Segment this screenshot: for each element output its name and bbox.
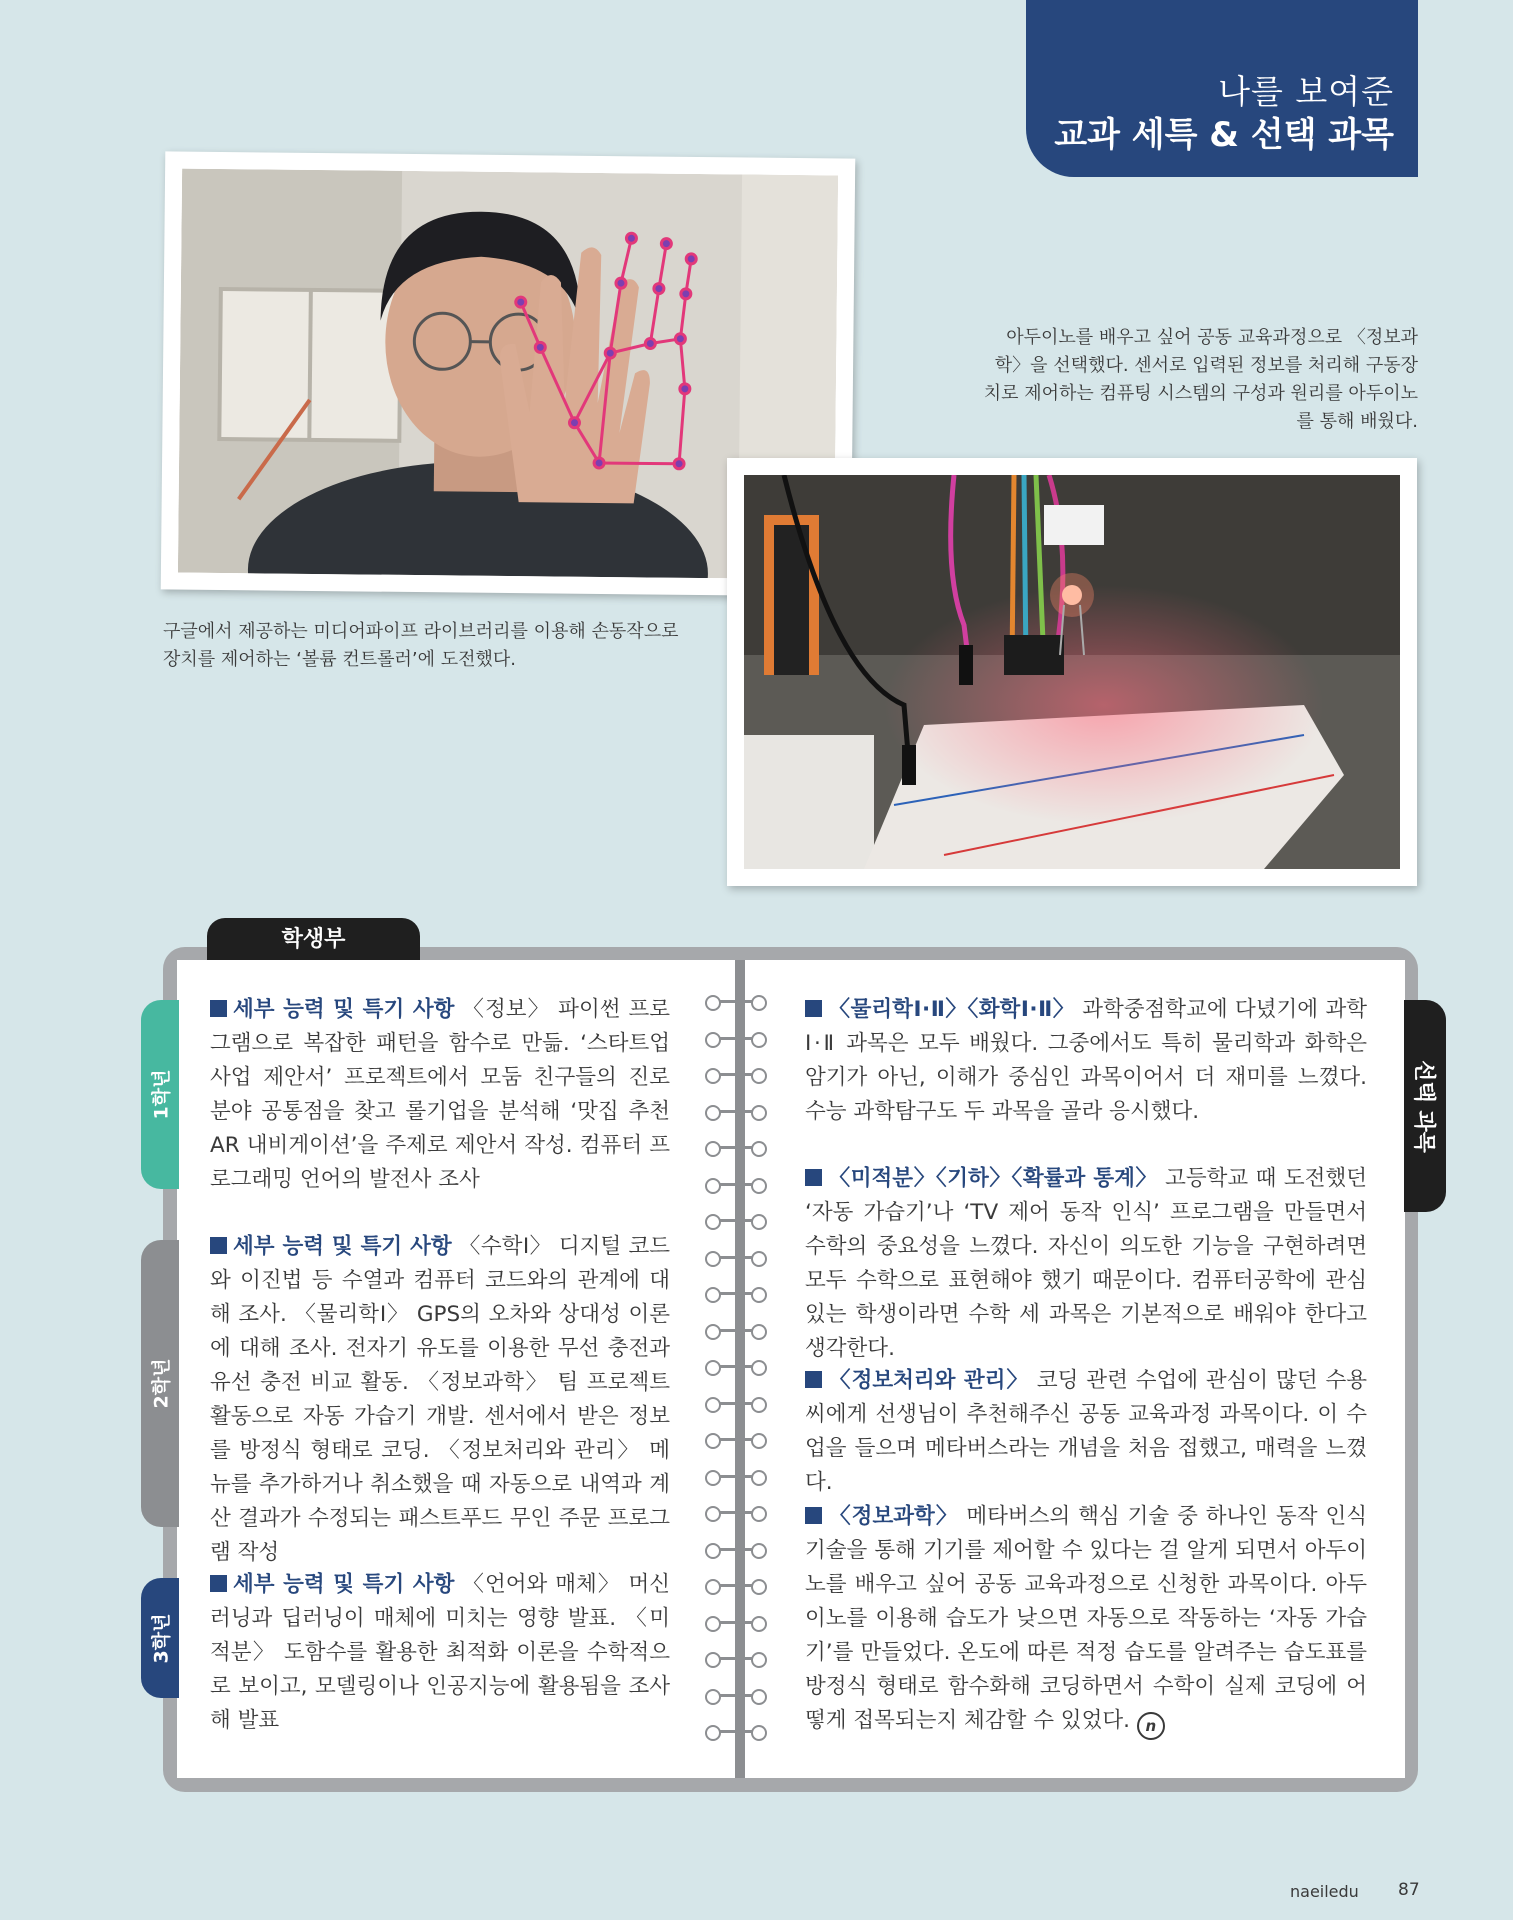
subject-text: 과학중점학교에 다녔기에 과학 Ⅰ·Ⅱ 과목은 모두 배웠다. 그중에서도 특히 물리학과 화학은 암기가 아닌, 이해가 중심인 과목이어서 더 재미를 느꼈다. 수능 과학탐구도 두 과목을 골라 응시했다. bbox=[805, 997, 1367, 1124]
bullet-square-icon bbox=[805, 1371, 822, 1388]
record-heading: 세부 능력 및 특기 사항 bbox=[233, 1234, 452, 1259]
notebook-ring bbox=[705, 1397, 767, 1411]
record-heading: 세부 능력 및 특기 사항 bbox=[233, 997, 455, 1022]
notebook-ring bbox=[705, 1251, 767, 1265]
header-title: 교과 세특 & 선택 과목 bbox=[1054, 115, 1394, 155]
photo2-caption: 아두이노를 배우고 싶어 공동 교육과정으로 〈정보과학〉을 선택했다. 센서로 입력된 정보를 처리해 구동장치로 제어하는 컴퓨팅 시스템의 구성과 원리를 아두이노를 통해 배웠다. bbox=[983, 327, 1418, 432]
notebook-ring bbox=[705, 1506, 767, 1520]
record-grade1-paragraph bbox=[210, 993, 670, 1197]
subject-heading: 〈정보과학〉 bbox=[828, 1504, 959, 1529]
subject-text: 메타버스의 핵심 기술 중 하나인 동작 인식 기술을 통해 기기를 제어할 수 있다는 걸 알게 되면서 아두이노를 배우고 싶어 공동 교육과정으로 신청한 과목이다. 아두이노를 이용해 습도가 낮으면 자동으로 작동하는 ‘자동 가습기’를 만들었다. 온도에 따른 적정 습도를 알려주는 습도표를 방정식 형태로 함수화해 코딩하면서 수학이 실제 코딩에 어떻게 접목되는지 체감할 수 있었다. bbox=[805, 1504, 1368, 1733]
record-text: 〈언어와 매체〉 머신러닝과 딥러닝이 매체에 미치는 영향 발표. 〈미적분〉 도함수를 활용한 최적화 이론을 수학적으로 보이고, 모델링이나 인공지능에 활용됨을 조사해 발표 bbox=[210, 1572, 670, 1733]
bullet-square-icon bbox=[805, 1507, 822, 1524]
subject-text: 코딩 관련 수업에 관심이 많던 수용씨에게 선생님이 추천해주신 공동 교육과정 과목이다. 이 수업을 들으며 메타버스라는 개념을 처음 접했고, 매력을 느꼈다. bbox=[805, 1368, 1367, 1495]
notebook-tab-record: 학생부 bbox=[207, 918, 420, 960]
notebook-ring bbox=[705, 1105, 767, 1119]
bullet-square-icon bbox=[210, 1000, 227, 1017]
notebook-ring bbox=[705, 1032, 767, 1046]
bullet-square-icon bbox=[210, 1575, 227, 1592]
page-number: 87 bbox=[1398, 1880, 1420, 1900]
grade-tab-1 bbox=[141, 1000, 179, 1189]
notebook-ring bbox=[705, 1616, 767, 1630]
notebook-rings bbox=[705, 995, 767, 1755]
section-header-tab bbox=[1026, 0, 1418, 177]
notebook-ring bbox=[705, 1470, 767, 1484]
subject-physics-chemistry bbox=[805, 993, 1367, 1129]
record-text: 〈정보〉 파이썬 프로그램으로 복잡한 패턴을 함수로 만듦. ‘스타트업 사업 제안서’ 프로젝트에서 모둠 친구들의 진로 분야 공통점을 찾고 롤기업을 분석해 ‘맛집 추천 AR 내비게이션’을 주제로 제안서 작성. 컴퓨터 프로그래밍 언어의 발전사 조사 bbox=[210, 997, 670, 1192]
notebook-ring bbox=[705, 995, 767, 1009]
notebook-ring bbox=[705, 1360, 767, 1374]
notebook-ring bbox=[705, 1689, 767, 1703]
record-heading: 세부 능력 및 특기 사항 bbox=[233, 1572, 455, 1597]
subject-text: 고등학교 때 도전했던 ‘자동 가습기’나 ‘TV 제어 동작 인식’ 프로그램을 만들면서 수학의 중요성을 느꼈다. 자신이 의도한 기능을 구현하려면 모두 수학으로 표현해야 했기 때문이다. 컴퓨터공학에 관심 있는 학생이라면 수학 세 과목은 기본적으로 배워야 한다고 생각한다. bbox=[805, 1166, 1367, 1361]
select-subject-tab bbox=[1404, 1000, 1446, 1212]
notebook-ring bbox=[705, 1141, 767, 1155]
footer-brand: naeiledu bbox=[1290, 1882, 1359, 1901]
notebook-ring bbox=[705, 1725, 767, 1739]
notebook-ring bbox=[705, 1543, 767, 1557]
end-mark-logo-icon: n bbox=[1137, 1712, 1165, 1740]
subject-heading: 〈물리학Ⅰ·Ⅱ〉〈화학Ⅰ·Ⅱ〉 bbox=[828, 997, 1075, 1022]
subject-heading: 〈정보처리와 관리〉 bbox=[828, 1368, 1030, 1393]
notebook-ring bbox=[705, 1068, 767, 1082]
bullet-square-icon bbox=[210, 1237, 227, 1254]
notebook-ring bbox=[705, 1652, 767, 1666]
select-subject-tab-label: 선택 과목 bbox=[1410, 1059, 1436, 1153]
grade-tab-2 bbox=[141, 1240, 179, 1527]
subject-heading: 〈미적분〉〈기하〉〈확률과 통계〉 bbox=[828, 1166, 1158, 1191]
bullet-square-icon bbox=[805, 1000, 822, 1017]
notebook-ring bbox=[705, 1287, 767, 1301]
photo1-caption: 구글에서 제공하는 미디어파이프 라이브러리를 이용해 손동작으로 장치를 제어하는 ‘볼륨 컨트롤러’에 도전했다. bbox=[163, 621, 679, 670]
grade-tab-3-label: 3학년 bbox=[150, 1613, 173, 1663]
record-grade2-paragraph bbox=[210, 1230, 670, 1570]
record-grade3-paragraph bbox=[210, 1568, 670, 1738]
subject-math bbox=[805, 1162, 1367, 1366]
record-text: 〈수학Ⅰ〉 디지털 코드와 이진법 등 수열과 컴퓨터 코드와의 관계에 대해 조사. 〈물리학Ⅰ〉 GPS의 오차와 상대성 이론에 대해 조사. 전자기 유도를 이용한 무선 충전과 유선 충전 비교 활동. 〈정보과학〉 팀 프로젝트 활동으로 자동 가습기 개발. 센서에서 받은 정보를 방정식 형태로 코딩. 〈정보처리와 관리〉 메뉴를 추가하거나 취소했을 때 자동으로 내역과 계산 결과가 수정되는 패스트푸드 무인 주문 프로그램 작성 bbox=[210, 1234, 670, 1565]
grade-tab-1-label: 1학년 bbox=[150, 1069, 173, 1120]
notebook-ring bbox=[705, 1324, 767, 1338]
notebook-ring bbox=[705, 1214, 767, 1228]
bullet-square-icon bbox=[805, 1169, 822, 1186]
grade-tab-3 bbox=[141, 1578, 179, 1698]
subject-info-science bbox=[805, 1500, 1367, 1740]
breadboard-image bbox=[744, 475, 1400, 869]
notebook-ring bbox=[705, 1433, 767, 1447]
grade-tab-2-label: 2학년 bbox=[150, 1358, 173, 1409]
header-subtitle: 나를 보여준 bbox=[1218, 72, 1394, 111]
photo-breadboard bbox=[727, 458, 1417, 886]
subject-info-processing bbox=[805, 1364, 1367, 1500]
notebook-ring bbox=[705, 1178, 767, 1192]
notebook-ring bbox=[705, 1579, 767, 1593]
